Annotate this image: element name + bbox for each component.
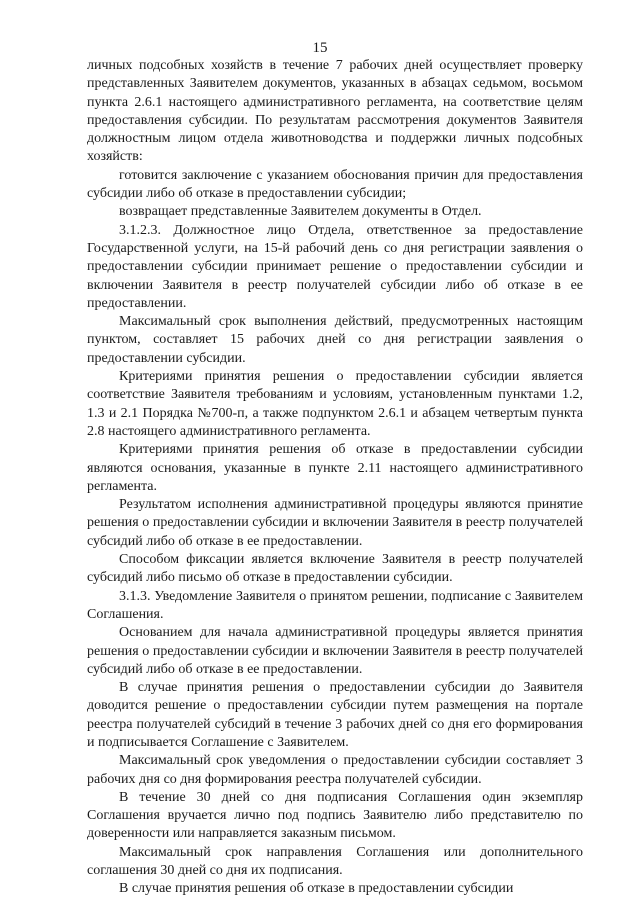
paragraph: Критериями принятия решения об отказе в предоставлении субсидии являются основания, указанные в пункте 2.11 настоящего административного регламента. — [87, 442, 583, 494]
paragraph: 3.1.3. Уведомление Заявителя о принятом решении, подписание с Заявителем Соглашения. — [87, 588, 583, 622]
paragraph: Способом фиксации является включение Заявителя в реестр получателей субсидий либо письмо об отказе в предоставлении субсидии. — [87, 552, 583, 586]
document-body — [87, 57, 583, 899]
paragraph: В случае принятия решения о предоставлении субсидии до Заявителя доводится решение о предоставлении субсидии путем размещения на портале реестра получателей субсидий в течение 3 рабочих дней со дня его формирования и подписывается Соглашение с Заявителем. — [87, 680, 583, 750]
paragraph: 3.1.2.3. Должностное лицо Отдела, ответственное за предоставление Государственной услуги, на 15-й рабочий день со дня регистрации заявления о предоставлении субсидии принимает решение о предоставлении субсидии и включении Заявителя в реестр получателей субсидии либо об отказе в ее предоставлении. — [87, 222, 583, 311]
paragraph: возвращает представленные Заявителем документы в Отдел. — [119, 204, 482, 220]
paragraph: В случае принятия решения об отказе в предоставлении субсидии — [119, 881, 514, 897]
paragraph: Критериями принятия решения о предоставлении субсидии является соответствие Заявителя требованиям и условиям, установленным пунктами 1.2, 1.3 и 2.1 Порядка №700-п, а также подпунктом 2.6.1 и абзацем четвертым пункта 2.8 настоящего административного регламента. — [87, 369, 583, 439]
page-number: 15 — [312, 40, 328, 56]
paragraph: В течение 30 дней со дня подписания Соглашения один экземпляр Соглашения вручается лично под подпись Заявителю либо представителю по доверенности или направляется заказным письмом. — [87, 789, 583, 842]
paragraph: Максимальный срок уведомления о предоставлении субсидии составляет 3 рабочих дня со дня формирования реестра получателей субсидии. — [87, 753, 583, 787]
paragraph: личных подсобных хозяйств в течение 7 рабочих дней осуществляет проверку представленных Заявителем документов, указанных в абзацах седьмом, восьмом пункта 2.6.1 настоящего административного регламента, на соответствие целям предоставления субсидии. По результатам рассмотрения документов Заявителя должностным лицом отдела животноводства и поддержки личных подсобных хозяйств: — [87, 58, 583, 165]
paragraph: Максимальный срок направления Соглашения или дополнительного соглашения 30 дней со дня их подписания. — [87, 844, 583, 879]
paragraph: Основанием для начала административной процедуры является принятия решения о предоставлении субсидии и включении Заявителя в реестр получателей субсидий либо об отказе в ее предоставлении. — [87, 625, 583, 677]
paragraph: Максимальный срок выполнения действий, предусмотренных настоящим пунктом, составляет 15 рабочих дней со дня регистрации заявления о предоставлении субсидии. — [87, 314, 583, 366]
paragraph: Результатом исполнения административной процедуры являются принятие решения о предоставлении субсидии и включении Заявителя в реестр получателей субсидий либо об отказе в ее предоставлении. — [87, 497, 583, 549]
paragraph: готовится заключение с указанием обоснования причин для предоставления субсидии либо об отказе в предоставлении субсидии; — [87, 167, 583, 202]
